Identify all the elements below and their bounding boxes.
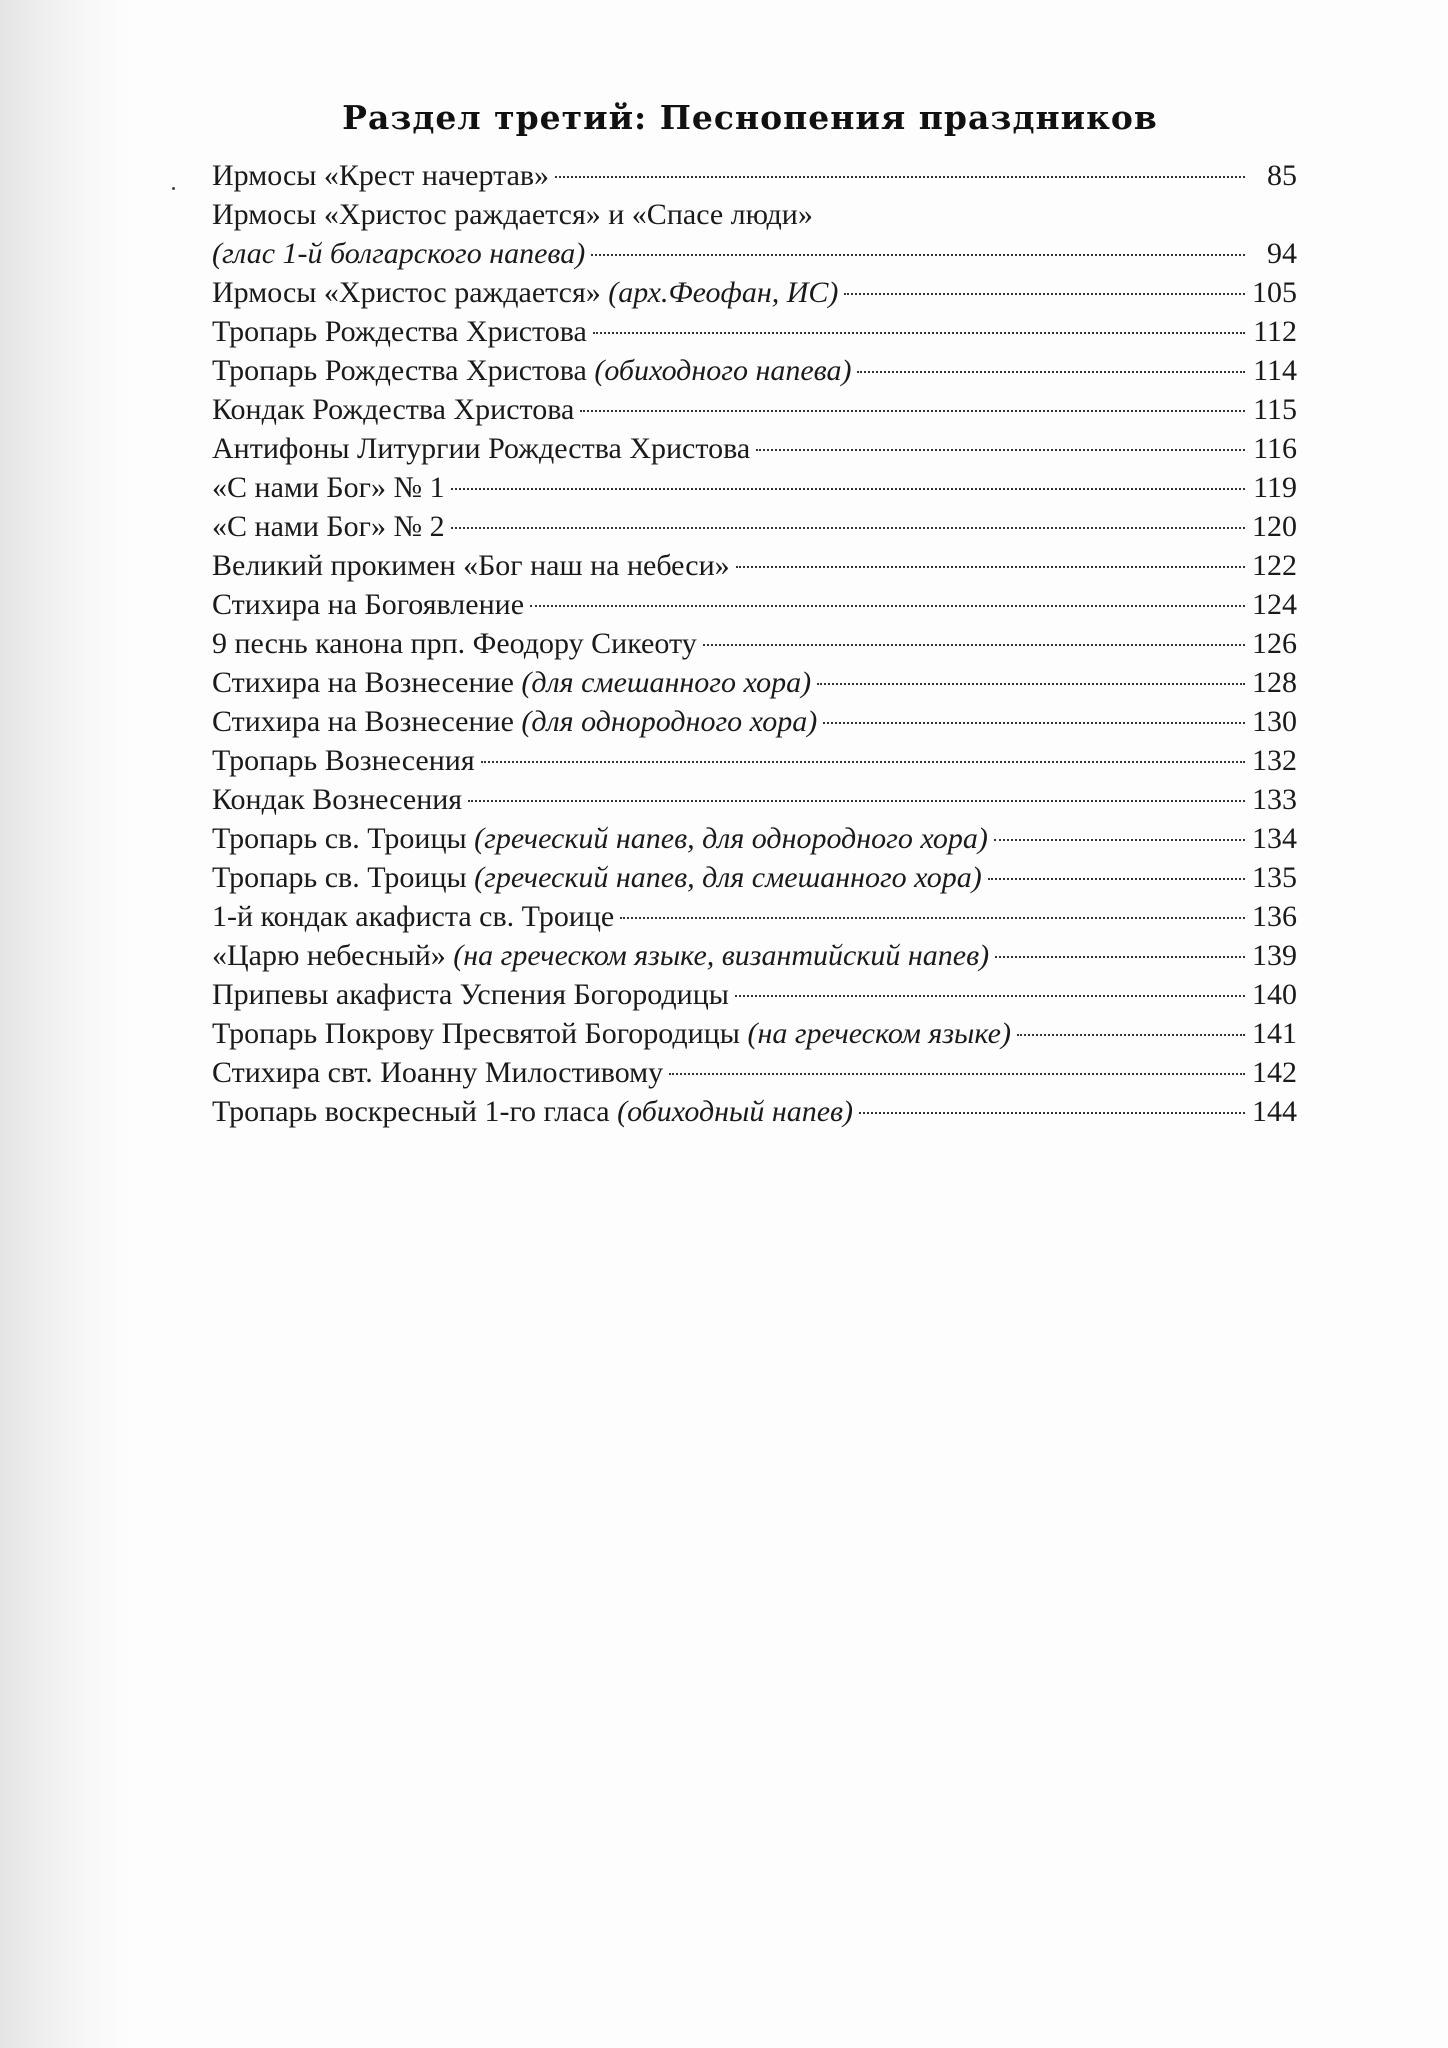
- toc-entry-title: Тропарь св. Троицы: [212, 822, 475, 855]
- toc-entry-title: Стихира свт. Иоанну Милостивому: [212, 1056, 664, 1089]
- toc-entry-note: (греческий напев, для смешанного хора): [474, 861, 982, 894]
- toc-entry-title: Ирмосы «Христос раждается» и «Спасе люди»: [212, 198, 813, 231]
- toc-page-number: 130: [1252, 705, 1297, 738]
- toc-page-number: 141: [1252, 1017, 1297, 1050]
- toc-page-number: 116: [1253, 432, 1297, 465]
- toc-page-number: 115: [1253, 393, 1297, 426]
- spine-shadow: [0, 0, 130, 2048]
- dot-leader: [451, 527, 1245, 529]
- toc-entry: [212, 1014, 1297, 1053]
- toc-entry: [212, 975, 1297, 1014]
- toc-page-number: 144: [1252, 1095, 1297, 1128]
- dot-leader: [823, 722, 1245, 724]
- toc-entry-title: Стихира на Вознесение: [212, 705, 522, 738]
- toc-entry: [212, 273, 1297, 312]
- toc-page-number: 139: [1252, 939, 1297, 972]
- toc-entry-note: (для однородного хора): [521, 705, 818, 738]
- toc-entry: [212, 1092, 1297, 1131]
- toc-entry: [212, 702, 1297, 741]
- dot-leader: [468, 800, 1245, 802]
- dot-leader: [669, 1073, 1245, 1075]
- dot-leader: [593, 332, 1245, 334]
- stray-mark: [172, 187, 175, 190]
- toc-entry: [212, 195, 1297, 273]
- dot-leader: [620, 917, 1245, 919]
- dot-leader: [451, 488, 1245, 490]
- toc-entry-title: «С нами Бог» № 2: [212, 510, 445, 543]
- toc-entry: [212, 741, 1297, 780]
- toc-entry: [212, 351, 1297, 390]
- toc-entry: [212, 1053, 1297, 1092]
- dot-leader: [988, 878, 1245, 880]
- toc-entry: [212, 468, 1297, 507]
- toc-page-number: 140: [1252, 978, 1297, 1011]
- toc-entry-note: (обиходного напева): [594, 354, 852, 387]
- dot-leader: [1017, 1034, 1245, 1036]
- table-of-contents: [212, 156, 1297, 1131]
- toc-entry: [212, 819, 1297, 858]
- toc-entry-title: Тропарь Рождества Христова: [212, 354, 595, 387]
- toc-entry: [212, 897, 1297, 936]
- toc-entry-title: 1-й кондак акафиста св. Троице: [212, 900, 615, 933]
- dot-leader: [995, 956, 1245, 958]
- toc-page-number: 124: [1252, 588, 1297, 621]
- toc-entry-note: (арх.Феофан, ИС): [608, 276, 839, 309]
- toc-page-number: 122: [1252, 549, 1297, 582]
- toc-entry-title: Тропарь Вознесения: [212, 744, 475, 777]
- toc-entry-note: (греческий напев, для однородного хора): [474, 822, 988, 855]
- dot-leader: [859, 1112, 1245, 1114]
- toc-page-number: 135: [1252, 861, 1297, 894]
- toc-page-number: 119: [1253, 471, 1297, 504]
- dot-leader: [736, 566, 1245, 568]
- toc-entry: [212, 546, 1297, 585]
- toc-entry-title: Великий прокимен «Бог наш на небеси»: [212, 549, 730, 582]
- toc-entry: [212, 156, 1297, 195]
- section-heading: Раздел третий: Песнопения праздников: [342, 98, 1158, 137]
- toc-entry-title: Тропарь Покрову Пресвятой Богородицы: [212, 1017, 748, 1050]
- dot-leader: [591, 254, 1245, 256]
- toc-entry-title: Стихира на Вознесение: [212, 666, 522, 699]
- toc-entry: [212, 858, 1297, 897]
- toc-entry-note: (на греческом языке): [747, 1017, 1011, 1050]
- dot-leader: [857, 371, 1245, 373]
- dot-leader: [530, 605, 1245, 607]
- dot-leader: [580, 410, 1245, 412]
- toc-entry-title: 9 песнь канона прп. Феодору Сикеоту: [212, 627, 697, 660]
- dot-leader: [481, 761, 1245, 763]
- toc-page-number: 133: [1252, 783, 1297, 816]
- toc-entry: [212, 624, 1297, 663]
- toc-entry-note: (обиходный напев): [617, 1095, 854, 1128]
- toc-entry-title: Тропарь св. Троицы: [212, 861, 475, 894]
- toc-entry-title: Стихира на Богоявление: [212, 588, 525, 621]
- toc-page-number: 126: [1252, 627, 1297, 660]
- toc-entry: [212, 507, 1297, 546]
- toc-entry-title: Ирмосы «Крест начертав»: [212, 159, 550, 192]
- toc-entry: [212, 936, 1297, 975]
- dot-leader: [703, 644, 1245, 646]
- toc-page-number: 136: [1252, 900, 1297, 933]
- toc-page-number: 132: [1252, 744, 1297, 777]
- toc-entry-note: (на греческом языке, византийский напев): [453, 939, 990, 972]
- toc-page-number: 134: [1252, 822, 1297, 855]
- dot-leader: [994, 839, 1245, 841]
- toc-entry: [212, 780, 1297, 819]
- toc-page-number: 105: [1252, 276, 1297, 309]
- toc-entry: [212, 429, 1297, 468]
- dot-leader: [817, 683, 1245, 685]
- toc-page-number: 128: [1252, 666, 1297, 699]
- toc-page-number: 85: [1267, 159, 1297, 192]
- toc-entry-title: Тропарь Рождества Христова: [212, 315, 587, 348]
- toc-entry-note: (для смешанного хора): [521, 666, 812, 699]
- toc-entry-title: «Царю небесный»: [212, 939, 454, 972]
- toc-entry: [212, 663, 1297, 702]
- toc-page-number: 94: [1267, 237, 1297, 270]
- toc-entry-note: (глас 1-й болгарского напева): [212, 237, 586, 270]
- toc-entry: [212, 390, 1297, 429]
- toc-entry-title: Кондак Рождества Христова: [212, 393, 575, 426]
- toc-entry-title: Кондак Вознесения: [212, 783, 463, 816]
- toc-entry-title: Антифоны Литургии Рождества Христова: [212, 432, 751, 465]
- dot-leader: [555, 176, 1245, 178]
- toc-entry: [212, 585, 1297, 624]
- toc-entry: [212, 312, 1297, 351]
- dot-leader: [735, 995, 1245, 997]
- toc-entry-title: Припевы акафиста Успения Богородицы: [212, 978, 729, 1011]
- dot-leader: [844, 293, 1245, 295]
- toc-entry-title: Тропарь воскресный 1-го гласа: [212, 1095, 618, 1128]
- toc-page-number: 112: [1253, 315, 1297, 348]
- toc-entry-title: «С нами Бог» № 1: [212, 471, 445, 504]
- toc-page-number: 142: [1252, 1056, 1297, 1089]
- toc-entry-title: Ирмосы «Христос раждается»: [212, 276, 609, 309]
- toc-page-number: 114: [1253, 354, 1297, 387]
- toc-page-number: 120: [1252, 510, 1297, 543]
- dot-leader: [756, 449, 1245, 451]
